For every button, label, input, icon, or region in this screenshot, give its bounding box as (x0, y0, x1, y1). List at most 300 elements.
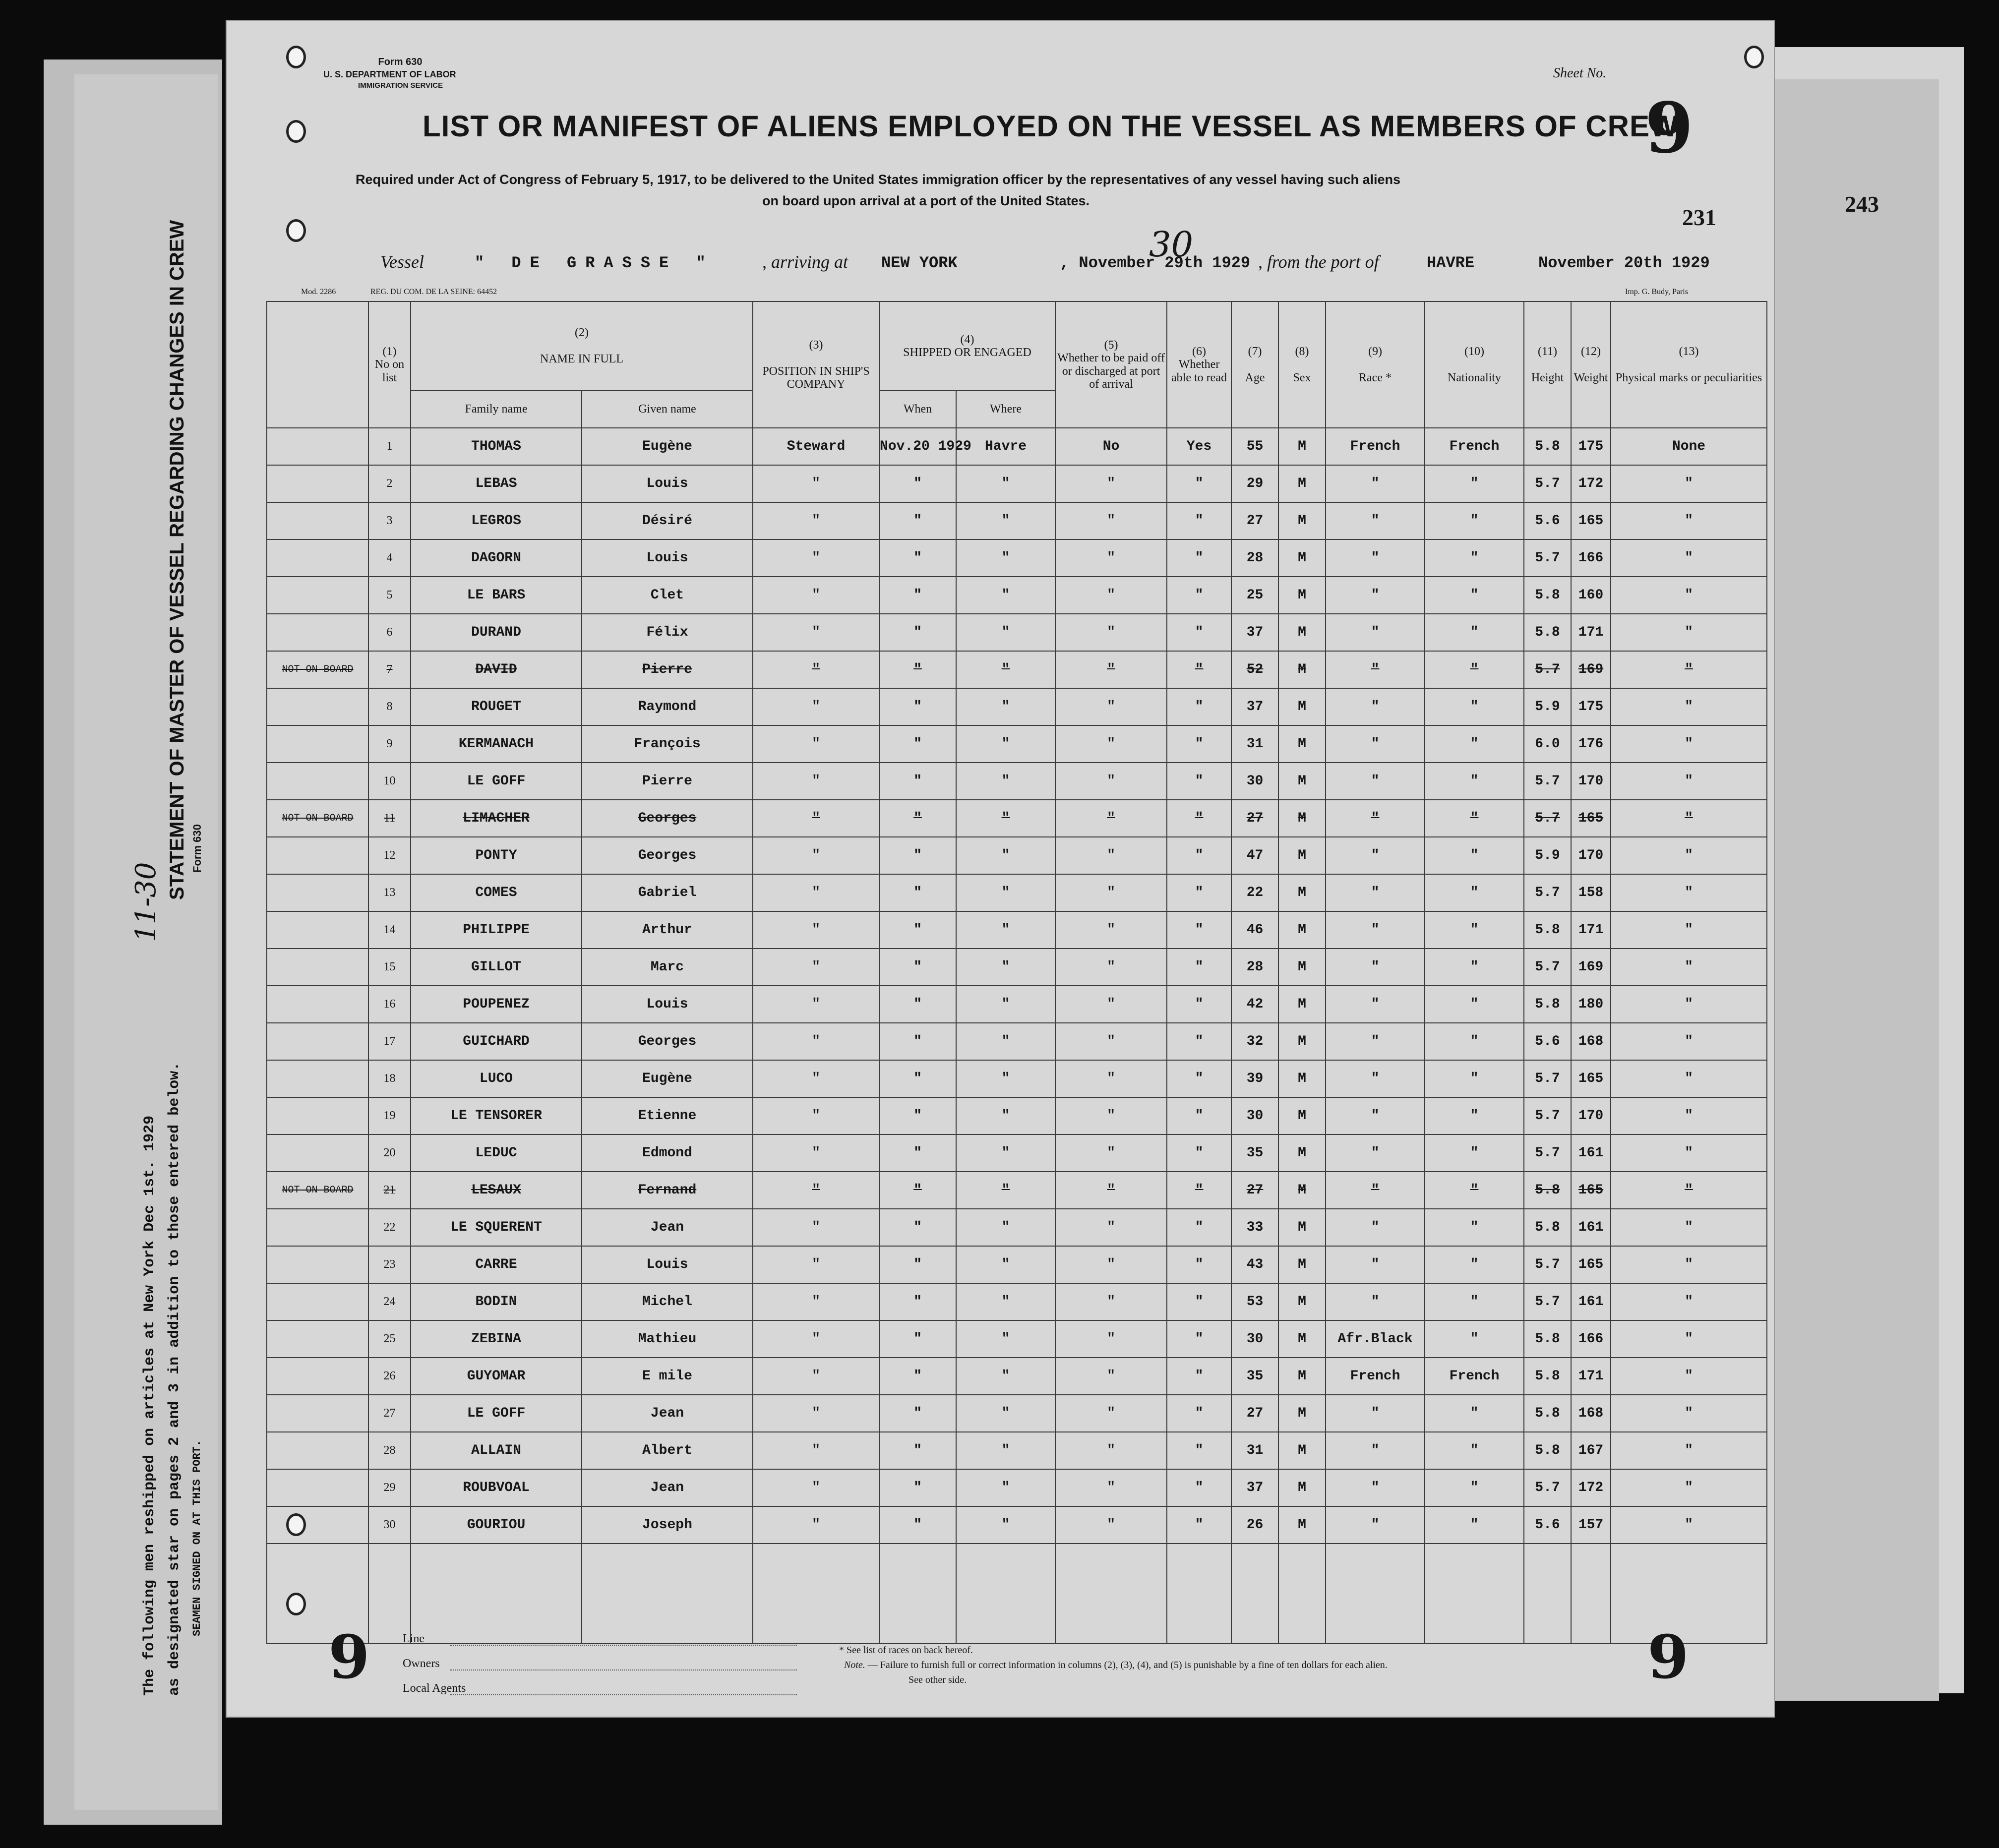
crew-position-cell: " (753, 949, 879, 986)
crew-paid-cell: " (1055, 1432, 1167, 1469)
crew-sex-cell: M (1278, 614, 1326, 651)
crew-family-cell: DAGORN (411, 539, 582, 577)
crew-read-cell: " (1167, 911, 1231, 949)
crew-when-cell: " (879, 1246, 956, 1283)
crew-note-cell (267, 1432, 368, 1469)
crew-given-cell: Gabriel (582, 874, 753, 911)
reship-line-3: SEAMEN SIGNED ON AT THIS PORT. (191, 1439, 203, 1636)
crew-no-cell: 24 (368, 1283, 411, 1320)
crew-height-cell: 5.8 (1524, 986, 1571, 1023)
crew-family-cell: LUCO (411, 1060, 582, 1097)
crew-height-cell: 5.7 (1524, 874, 1571, 911)
crew-weight-cell: 171 (1571, 614, 1611, 651)
crew-row (267, 688, 1767, 725)
crew-position-cell: " (753, 911, 879, 949)
col-height-header: (11) Height (1524, 301, 1571, 428)
crew-where-cell: " (956, 614, 1055, 651)
crew-read-cell: Yes (1167, 428, 1231, 465)
crew-nationality-cell: French (1425, 1358, 1524, 1395)
crew-nationality-cell: " (1425, 763, 1524, 800)
crew-race-cell: " (1326, 614, 1425, 651)
crew-read-cell: " (1167, 688, 1231, 725)
crew-paid-cell: No (1055, 428, 1167, 465)
crew-given-cell: Jean (582, 1395, 753, 1432)
crew-nationality-cell: " (1425, 577, 1524, 614)
crew-marks-cell: " (1611, 911, 1767, 949)
crew-where-cell: " (956, 651, 1055, 688)
crew-read-cell: " (1167, 1469, 1231, 1506)
crew-position-cell: " (753, 1023, 879, 1060)
crew-marks-cell: " (1611, 1134, 1767, 1172)
crew-when-cell: " (879, 1209, 956, 1246)
page-title: LIST OR MANIFEST OF ALIENS EMPLOYED ON THE VESSEL AS MEMBERS OF CREW (423, 110, 1679, 143)
crew-sex-cell: M (1278, 837, 1326, 874)
crew-no-cell: 25 (368, 1320, 411, 1358)
crew-marks-cell: " (1611, 1395, 1767, 1432)
crew-when-cell: " (879, 837, 956, 874)
department: U. S. DEPARTMENT OF LABOR (323, 69, 456, 79)
crew-where-cell: " (956, 763, 1055, 800)
crew-row (267, 1023, 1767, 1060)
crew-when-cell: " (879, 1172, 956, 1209)
crew-age-cell: 42 (1231, 986, 1278, 1023)
crew-weight-cell: 166 (1571, 1320, 1611, 1358)
crew-row (267, 1060, 1767, 1097)
crew-position-cell: " (753, 1246, 879, 1283)
crew-age-cell: 27 (1231, 1395, 1278, 1432)
crew-paid-cell: " (1055, 911, 1167, 949)
crew-no-cell: 18 (368, 1060, 411, 1097)
right-sheet-number: 243 (1845, 191, 1879, 217)
stamp-number: 231 (1682, 205, 1716, 230)
crew-where-cell: " (956, 539, 1055, 577)
col-where-header: Where (956, 391, 1055, 428)
crew-race-cell: Afr.Black (1326, 1320, 1425, 1358)
crew-race-cell: " (1326, 1395, 1425, 1432)
crew-height-cell: 5.7 (1524, 1246, 1571, 1283)
crew-row (267, 539, 1767, 577)
crew-given-cell: François (582, 725, 753, 763)
crew-when-cell: " (879, 1506, 956, 1544)
crew-age-cell: 52 (1231, 651, 1278, 688)
crew-where-cell: " (956, 577, 1055, 614)
crew-height-cell: 5.7 (1524, 1097, 1571, 1134)
crew-row (267, 911, 1767, 949)
crew-family-cell: LEGROS (411, 502, 582, 539)
crew-where-cell: " (956, 1060, 1055, 1097)
crew-nationality-cell: " (1425, 1246, 1524, 1283)
crew-note-cell (267, 1358, 368, 1395)
crew-paid-cell: " (1055, 1209, 1167, 1246)
punch-hole (286, 46, 306, 68)
crew-note-cell (267, 1209, 368, 1246)
crew-where-cell: " (956, 800, 1055, 837)
crew-weight-cell: 165 (1571, 1060, 1611, 1097)
crew-sex-cell: M (1278, 1097, 1326, 1134)
crew-where-cell: " (956, 986, 1055, 1023)
crew-age-cell: 29 (1231, 465, 1278, 502)
crew-when-cell: " (879, 800, 956, 837)
crew-note-cell (267, 1320, 368, 1358)
crew-where-cell: " (956, 688, 1055, 725)
subtitle-line-1: Required under Act of Congress of February 5, 1917, to be delivered to the United States immigration officer by the representatives of any vessel having such aliens (356, 172, 1401, 187)
crew-read-cell: " (1167, 1023, 1231, 1060)
crew-given-cell: Georges (582, 800, 753, 837)
crew-sex-cell: M (1278, 949, 1326, 986)
crew-read-cell: " (1167, 1432, 1231, 1469)
crew-family-cell: ROUGET (411, 688, 582, 725)
crew-family-cell: LE BARS (411, 577, 582, 614)
crew-sex-cell: M (1278, 911, 1326, 949)
crew-no-cell: 27 (368, 1395, 411, 1432)
crew-marks-cell: " (1611, 986, 1767, 1023)
crew-paid-cell: " (1055, 502, 1167, 539)
crew-height-cell: 5.8 (1524, 1432, 1571, 1469)
crew-where-cell: " (956, 465, 1055, 502)
crew-note-cell (267, 1246, 368, 1283)
crew-race-cell: " (1326, 651, 1425, 688)
crew-position-cell: " (753, 1358, 879, 1395)
crew-read-cell: " (1167, 1358, 1231, 1395)
crew-sex-cell: M (1278, 1358, 1326, 1395)
crew-read-cell: " (1167, 651, 1231, 688)
crew-height-cell: 5.7 (1524, 949, 1571, 986)
crew-read-cell: " (1167, 949, 1231, 986)
crew-position-cell: " (753, 763, 879, 800)
crew-where-cell: " (956, 1172, 1055, 1209)
blank-row (267, 1544, 1767, 1644)
crew-nationality-cell: " (1425, 949, 1524, 986)
crew-given-cell: Pierre (582, 651, 753, 688)
col-sex-header: (8) Sex (1278, 301, 1326, 428)
crew-weight-cell: 170 (1571, 763, 1611, 800)
crew-height-cell: 5.6 (1524, 1023, 1571, 1060)
crew-position-cell: " (753, 502, 879, 539)
crew-when-cell: " (879, 911, 956, 949)
crew-given-cell: Félix (582, 614, 753, 651)
crew-position-cell: " (753, 1469, 879, 1506)
crew-given-cell: Désiré (582, 502, 753, 539)
owners-field (450, 1669, 797, 1670)
crew-read-cell: " (1167, 1506, 1231, 1544)
footer-page-number-right: 9 (1647, 1622, 1689, 1692)
crew-marks-cell: " (1611, 1060, 1767, 1097)
crew-read-cell: " (1167, 1283, 1231, 1320)
note-text: — Failure to furnish full or correct information in columns (2), (3), (4), and (5) is punishable by a fine of ten dollars for each alien. (867, 1660, 1388, 1670)
crew-sex-cell: M (1278, 986, 1326, 1023)
crew-race-cell: " (1326, 986, 1425, 1023)
sheet-label: Sheet No. (1553, 65, 1607, 81)
owners-label: Owners (403, 1657, 440, 1670)
crew-given-cell: Pierre (582, 763, 753, 800)
crew-family-cell: PONTY (411, 837, 582, 874)
crew-when-cell: " (879, 1395, 956, 1432)
crew-row (267, 1358, 1767, 1395)
crew-marks-cell: " (1611, 1246, 1767, 1283)
crew-given-cell: Joseph (582, 1506, 753, 1544)
crew-row (267, 1209, 1767, 1246)
crew-height-cell: 5.6 (1524, 502, 1571, 539)
crew-when-cell: " (879, 1469, 956, 1506)
crew-row (267, 502, 1767, 539)
crew-marks-cell: " (1611, 1172, 1767, 1209)
crew-paid-cell: " (1055, 725, 1167, 763)
col-given-name-header: Given name (582, 391, 753, 428)
note-column-header (267, 301, 368, 428)
crew-nationality-cell: " (1425, 1023, 1524, 1060)
crew-no-cell: 20 (368, 1134, 411, 1172)
footer-page-number-left: 9 (328, 1622, 370, 1692)
crew-note-cell (267, 1060, 368, 1097)
crew-nationality-cell: " (1425, 651, 1524, 688)
crew-marks-cell: " (1611, 577, 1767, 614)
crew-where-cell: " (956, 911, 1055, 949)
crew-age-cell: 35 (1231, 1358, 1278, 1395)
crew-race-cell: " (1326, 911, 1425, 949)
crew-given-cell: Etienne (582, 1097, 753, 1134)
crew-nationality-cell: " (1425, 1395, 1524, 1432)
crew-no-cell: 16 (368, 986, 411, 1023)
crew-no-cell: 19 (368, 1097, 411, 1134)
crew-sex-cell: M (1278, 1172, 1326, 1209)
crew-age-cell: 32 (1231, 1023, 1278, 1060)
crew-race-cell: " (1326, 800, 1425, 837)
crew-note-cell (267, 874, 368, 911)
crew-nationality-cell: " (1425, 911, 1524, 949)
crew-paid-cell: " (1055, 1172, 1167, 1209)
crew-sex-cell: M (1278, 1134, 1326, 1172)
crew-where-cell: " (956, 837, 1055, 874)
crew-family-cell: DAVID (411, 651, 582, 688)
crew-marks-cell: " (1611, 651, 1767, 688)
crew-weight-cell: 170 (1571, 1097, 1611, 1134)
crew-when-cell: " (879, 1060, 956, 1097)
crew-no-cell: 23 (368, 1246, 411, 1283)
col-no-header: (1) No on list (368, 301, 411, 428)
crew-sex-cell: M (1278, 688, 1326, 725)
crew-height-cell: 5.7 (1524, 1134, 1571, 1172)
crew-marks-cell: " (1611, 465, 1767, 502)
crew-height-cell: 5.7 (1524, 763, 1571, 800)
crew-family-cell: ALLAIN (411, 1432, 582, 1469)
crew-where-cell: " (956, 502, 1055, 539)
crew-no-cell: 17 (368, 1023, 411, 1060)
crew-race-cell: " (1326, 502, 1425, 539)
crew-no-cell: 13 (368, 874, 411, 911)
crew-family-cell: ZEBINA (411, 1320, 582, 1358)
crew-weight-cell: 176 (1571, 725, 1611, 763)
crew-weight-cell: 168 (1571, 1023, 1611, 1060)
crew-family-cell: ROUBVOAL (411, 1469, 582, 1506)
crew-paid-cell: " (1055, 763, 1167, 800)
crew-sex-cell: M (1278, 1283, 1326, 1320)
crew-when-cell: " (879, 577, 956, 614)
crew-paid-cell: " (1055, 1506, 1167, 1544)
crew-sex-cell: M (1278, 800, 1326, 837)
crew-race-cell: " (1326, 1134, 1425, 1172)
crew-read-cell: " (1167, 1097, 1231, 1134)
crew-row (267, 1172, 1767, 1209)
crew-paid-cell: " (1055, 1134, 1167, 1172)
crew-marks-cell: " (1611, 949, 1767, 986)
registry: REG. DU COM. DE LA SEINE: 64452 (370, 288, 497, 296)
crew-height-cell: 5.8 (1524, 1209, 1571, 1246)
side-statement-title: STATEMENT OF MASTER OF VESSEL REGARDING CHANGES IN CREW (166, 220, 188, 900)
crew-family-cell: CARRE (411, 1246, 582, 1283)
crew-weight-cell: 160 (1571, 577, 1611, 614)
crew-race-cell: " (1326, 1172, 1425, 1209)
crew-nationality-cell: " (1425, 874, 1524, 911)
crew-row (267, 465, 1767, 502)
crew-family-cell: COMES (411, 874, 582, 911)
crew-race-cell: " (1326, 465, 1425, 502)
from-label: , from the port of (1258, 252, 1379, 272)
crew-age-cell: 22 (1231, 874, 1278, 911)
crew-no-cell: 11 (368, 800, 411, 837)
crew-weight-cell: 165 (1571, 1172, 1611, 1209)
crew-age-cell: 46 (1231, 911, 1278, 949)
col-weight-header: (12) Weight (1571, 301, 1611, 428)
crew-paid-cell: " (1055, 539, 1167, 577)
crew-when-cell: " (879, 502, 956, 539)
vessel-name: " DE GRASSE " (475, 254, 715, 272)
side-form-number: Form 630 (191, 824, 203, 873)
vessel-label: Vessel (380, 252, 424, 272)
crew-family-cell: LE GOFF (411, 763, 582, 800)
crew-marks-cell: " (1611, 837, 1767, 874)
crew-note-cell (267, 725, 368, 763)
crew-age-cell: 55 (1231, 428, 1278, 465)
crew-given-cell: Jean (582, 1209, 753, 1246)
crew-marks-cell: " (1611, 1432, 1767, 1469)
crew-read-cell: " (1167, 725, 1231, 763)
crew-age-cell: 37 (1231, 1469, 1278, 1506)
crew-no-cell: 9 (368, 725, 411, 763)
crew-sex-cell: M (1278, 1395, 1326, 1432)
crew-paid-cell: " (1055, 1358, 1167, 1395)
crew-position-cell: " (753, 1134, 879, 1172)
crew-marks-cell: " (1611, 1097, 1767, 1134)
crew-where-cell: " (956, 725, 1055, 763)
col-read-header: (6) Whether able to read (1167, 301, 1231, 428)
crew-when-cell: " (879, 1358, 956, 1395)
arriving-port: NEW YORK (881, 254, 958, 272)
crew-nationality-cell: " (1425, 1134, 1524, 1172)
crew-note-cell (267, 1023, 368, 1060)
crew-no-cell: 3 (368, 502, 411, 539)
crew-nationality-cell: " (1425, 539, 1524, 577)
crew-nationality-cell: " (1425, 1097, 1524, 1134)
crew-row (267, 725, 1767, 763)
crew-given-cell: Eugène (582, 428, 753, 465)
crew-row (267, 614, 1767, 651)
crew-race-cell: " (1326, 949, 1425, 986)
crew-age-cell: 30 (1231, 1097, 1278, 1134)
crew-where-cell: " (956, 874, 1055, 911)
crew-note-cell (267, 688, 368, 725)
crew-where-cell: " (956, 949, 1055, 986)
crew-when-cell: " (879, 651, 956, 688)
line-label: Line (403, 1632, 424, 1645)
crew-row (267, 949, 1767, 986)
crew-nationality-cell: " (1425, 1320, 1524, 1358)
crew-read-cell: " (1167, 763, 1231, 800)
crew-height-cell: 5.7 (1524, 1469, 1571, 1506)
crew-given-cell: Mathieu (582, 1320, 753, 1358)
punch-hole (286, 120, 306, 143)
crew-age-cell: 33 (1231, 1209, 1278, 1246)
crew-row (267, 874, 1767, 911)
crew-race-cell: " (1326, 725, 1425, 763)
crew-no-cell: 26 (368, 1358, 411, 1395)
crew-paid-cell: " (1055, 1060, 1167, 1097)
crew-weight-cell: 165 (1571, 800, 1611, 837)
crew-given-cell: Louis (582, 1246, 753, 1283)
crew-marks-cell: " (1611, 800, 1767, 837)
crew-position-cell: " (753, 1320, 879, 1358)
crew-position-cell: " (753, 1060, 879, 1097)
crew-age-cell: 30 (1231, 1320, 1278, 1358)
crew-age-cell: 35 (1231, 1134, 1278, 1172)
crew-when-cell: " (879, 1432, 956, 1469)
crew-no-cell: 28 (368, 1432, 411, 1469)
crew-note-cell (267, 428, 368, 465)
crew-family-cell: GILLOT (411, 949, 582, 986)
crew-read-cell: " (1167, 874, 1231, 911)
crew-race-cell: " (1326, 1469, 1425, 1506)
crew-marks-cell: " (1611, 502, 1767, 539)
col-paid-header: (5) Whether to be paid off or discharged at port of arrival (1055, 301, 1167, 428)
crew-nationality-cell: " (1425, 1432, 1524, 1469)
crew-where-cell: " (956, 1320, 1055, 1358)
crew-sex-cell: M (1278, 874, 1326, 911)
crew-nationality-cell: " (1425, 1283, 1524, 1320)
crew-where-cell: " (956, 1469, 1055, 1506)
punch-hole (286, 219, 306, 242)
crew-weight-cell: 167 (1571, 1432, 1611, 1469)
crew-age-cell: 28 (1231, 539, 1278, 577)
crew-family-cell: LESAUX (411, 1172, 582, 1209)
crew-note-cell (267, 763, 368, 800)
crew-nationality-cell: " (1425, 502, 1524, 539)
crew-read-cell: " (1167, 800, 1231, 837)
crew-sex-cell: M (1278, 1320, 1326, 1358)
crew-note-cell: NOT ON BOARD (267, 800, 368, 837)
crew-paid-cell: " (1055, 949, 1167, 986)
crew-race-cell: " (1326, 1023, 1425, 1060)
crew-position-cell: " (753, 1395, 879, 1432)
crew-weight-cell: 161 (1571, 1209, 1611, 1246)
crew-marks-cell: " (1611, 539, 1767, 577)
crew-race-cell: " (1326, 688, 1425, 725)
crew-race-cell: " (1326, 1432, 1425, 1469)
reship-line-1: The following men reshipped on articles at New York Dec 1st. 1929 (141, 1115, 158, 1696)
crew-no-cell: 2 (368, 465, 411, 502)
crew-where-cell: " (956, 1432, 1055, 1469)
crew-position-cell: " (753, 1172, 879, 1209)
crew-sex-cell: M (1278, 1506, 1326, 1544)
crew-read-cell: " (1167, 539, 1231, 577)
crew-age-cell: 27 (1231, 1172, 1278, 1209)
crew-weight-cell: 175 (1571, 428, 1611, 465)
crew-nationality-cell: " (1425, 688, 1524, 725)
crew-when-cell: " (879, 949, 956, 986)
crew-given-cell: Louis (582, 465, 753, 502)
crew-row (267, 1506, 1767, 1544)
crew-marks-cell: " (1611, 1023, 1767, 1060)
crew-row (267, 1320, 1767, 1358)
crew-sex-cell: M (1278, 763, 1326, 800)
